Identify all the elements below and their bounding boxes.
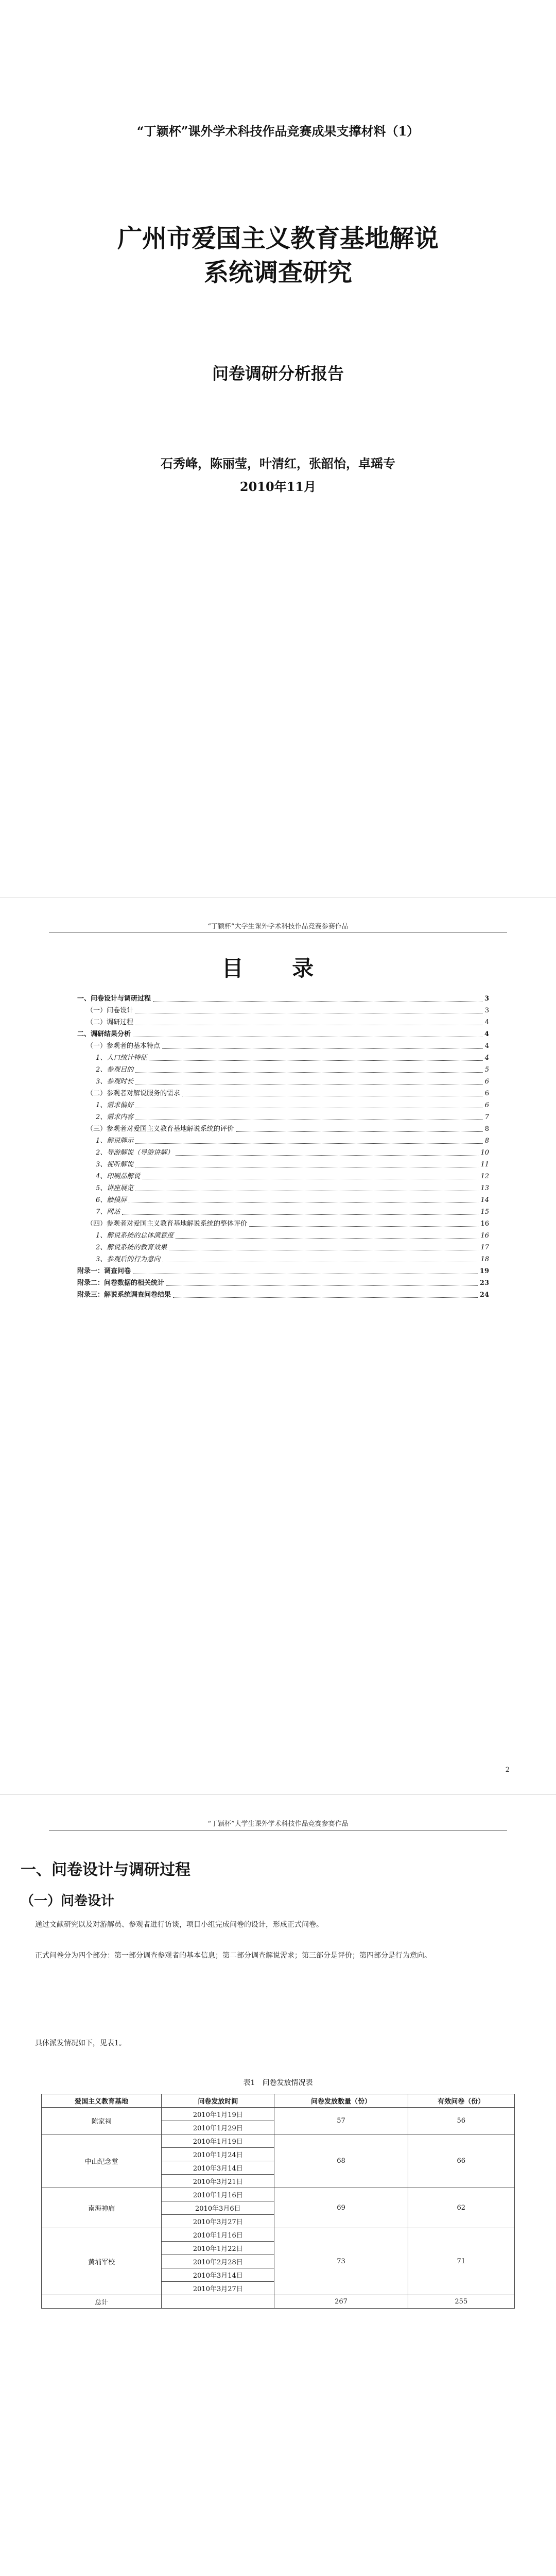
valid-cell: 62 <box>408 2188 514 2228</box>
toc-entry-title: 4、印刷品解说 <box>96 1173 141 1180</box>
toc-entry-title: 2、导游解说（导游讲解） <box>96 1149 174 1157</box>
toc-entry-page: 11 <box>480 1161 489 1168</box>
cover-authors: 石秀峰，陈丽莹，叶清红，张韶怡，卓瑶专 <box>161 456 395 471</box>
toc-entry-page: 5 <box>484 1066 489 1074</box>
toc-leader <box>129 1202 478 1203</box>
toc-entry-title: 1、人口统计特征 <box>96 1054 147 1062</box>
toc-title: 目 录 <box>221 956 335 981</box>
cover-title-line2: 系统调查研究 <box>203 258 352 287</box>
toc-entry <box>77 1135 489 1147</box>
toc-entry <box>77 1230 489 1242</box>
toc-entry <box>77 1123 489 1135</box>
toc-entry-title: 2、参观目的 <box>96 1066 134 1074</box>
valid-cell: 56 <box>408 2108 514 2134</box>
subsection-heading: （一）问卷设计 <box>21 1893 115 1909</box>
issued-cell: 73 <box>274 2228 408 2295</box>
toc-entry <box>77 1099 489 1111</box>
date-cell: 2010年1月16日 <box>162 2228 274 2242</box>
toc-entry-page: 3 <box>484 995 489 1003</box>
toc-leader <box>176 1238 478 1239</box>
cover-date: 2010年11月 <box>239 479 317 494</box>
toc-entry-page: 23 <box>479 1279 489 1287</box>
page-number: 2 <box>505 1766 510 1774</box>
table-header-cell: 爱国主义教育基地 <box>42 2094 162 2108</box>
toc-entry-page: 4 <box>484 1030 489 1038</box>
toc-entry-title: 1、需求偏好 <box>96 1101 134 1109</box>
toc-leader <box>135 1143 482 1144</box>
toc-entry <box>77 1218 489 1230</box>
running-header: “丁颖杯”大学生课外学术科技作品竞赛参赛作品 <box>207 923 349 930</box>
toc-entry-title: 附录三：解说系统调查问卷结果 <box>77 1291 171 1299</box>
date-cell: 2010年1月19日 <box>162 2108 274 2121</box>
cover-subtitle: 问卷调研分析报告 <box>212 364 344 383</box>
toc-entry-title: （二）参观者对解说服务的需求 <box>86 1090 181 1097</box>
running-header: “丁颖杯”大学生课外学术科技作品竞赛参赛作品 <box>207 1820 349 1828</box>
toc-entry-title: 2、需求内容 <box>96 1113 134 1121</box>
toc-entry-title: 5、讲座展览 <box>96 1184 134 1192</box>
toc-entry-page: 4 <box>484 1054 489 1062</box>
table-row <box>42 2188 515 2201</box>
paragraph: 正式问卷分为四个部分：第一部分调查参观者的基本信息；第二部分调查解说需求；第三部分是评价；第四部分是行为意向。 <box>35 1952 431 1960</box>
toc-entry <box>77 1147 489 1159</box>
date-cell: 2010年3月14日 <box>162 2268 274 2282</box>
toc-leader <box>166 1285 478 1286</box>
date-cell: 2010年3月27日 <box>162 2282 274 2295</box>
total-valid-cell: 255 <box>408 2295 514 2309</box>
toc-leader <box>135 1072 482 1073</box>
toc-entry <box>77 1052 489 1064</box>
toc-entry-title: 二、调研结果分析 <box>77 1030 131 1038</box>
toc-leader <box>162 1048 483 1049</box>
issued-cell: 69 <box>274 2188 408 2228</box>
toc-entry <box>77 1064 489 1076</box>
table-caption: 表1 问卷发放情况表 <box>243 2079 313 2087</box>
toc-entry <box>77 1111 489 1123</box>
toc-entry-page: 12 <box>480 1173 489 1180</box>
toc-entry <box>77 1289 489 1301</box>
toc-entry <box>77 1088 489 1099</box>
issued-cell: 68 <box>274 2134 408 2188</box>
toc-entry-page: 15 <box>480 1208 489 1216</box>
date-cell: 2010年1月19日 <box>162 2134 274 2148</box>
toc-entry-title: 1、解说系统的总体满意度 <box>96 1232 174 1240</box>
toc-entry <box>77 1265 489 1277</box>
toc-leader <box>149 1060 482 1061</box>
table-header-cell: 问卷发放数量（份） <box>274 2094 408 2108</box>
date-cell: 2010年3月21日 <box>162 2175 274 2188</box>
toc-entry-title: 附录一：调查问卷 <box>77 1267 131 1275</box>
table-row <box>42 2228 515 2242</box>
toc-entry <box>77 1194 489 1206</box>
cover-title-line1: 广州市爱国主义教育基地解说 <box>117 224 439 253</box>
toc-entry <box>77 1076 489 1088</box>
site-cell: 中山纪念堂 <box>42 2134 162 2188</box>
toc-entry-title: 6、触摸屏 <box>96 1196 127 1204</box>
toc-entry-page: 6 <box>484 1101 489 1109</box>
toc-entry-page: 8 <box>484 1137 489 1145</box>
toc-entry <box>77 1182 489 1194</box>
issued-cell: 57 <box>274 2108 408 2134</box>
toc-entry-page: 6 <box>484 1078 489 1086</box>
cover-page <box>0 0 556 897</box>
date-cell: 2010年3月27日 <box>162 2215 274 2228</box>
toc-entry-page: 13 <box>480 1184 489 1192</box>
date-cell: 2010年1月29日 <box>162 2121 274 2134</box>
distribution-table <box>41 2094 515 2309</box>
toc-leader <box>236 1131 483 1132</box>
toc-entry-page: 18 <box>480 1256 489 1263</box>
toc-leader <box>249 1226 478 1227</box>
toc-entry-title: （二）调研过程 <box>86 1019 134 1026</box>
toc-entry-page: 4 <box>484 1019 489 1026</box>
date-cell: 2010年1月16日 <box>162 2188 274 2201</box>
date-cell: 2010年3月6日 <box>162 2201 274 2215</box>
table-header-cell: 有效问卷（份） <box>408 2094 514 2108</box>
toc-leader <box>153 1001 482 1002</box>
paragraph: 具体派发情况如下，见表1。 <box>35 2039 126 2047</box>
toc-entry-page: 24 <box>479 1291 489 1299</box>
table-row <box>42 2108 515 2121</box>
toc-entry <box>77 993 489 1005</box>
toc-entry-title: 7、网站 <box>96 1208 120 1216</box>
toc-entry <box>77 1277 489 1289</box>
total-empty-cell <box>162 2295 274 2309</box>
header-rule <box>49 1830 507 1831</box>
toc-entry-page: 10 <box>480 1149 489 1157</box>
toc-entry-title: （一）参观者的基本特点 <box>86 1042 161 1050</box>
date-cell: 2010年2月28日 <box>162 2255 274 2268</box>
valid-cell: 71 <box>408 2228 514 2295</box>
table-header-row <box>42 2094 515 2108</box>
toc-entry <box>77 1040 489 1052</box>
toc-leader <box>176 1155 478 1156</box>
toc-entry-page: 14 <box>480 1196 489 1204</box>
toc-entry-page: 6 <box>484 1090 489 1097</box>
toc-leader <box>173 1297 478 1298</box>
date-cell: 2010年3月14日 <box>162 2161 274 2175</box>
toc-entry <box>77 1028 489 1040</box>
site-cell: 黄埔军校 <box>42 2228 162 2295</box>
toc-entry-title: 1、解说牌示 <box>96 1137 134 1145</box>
cover-project-line: “丁颖杯”课外学术科技作品竞赛成果支撑材料（1） <box>136 124 420 139</box>
toc-entry-page: 7 <box>484 1113 489 1121</box>
toc-entry <box>77 1253 489 1265</box>
body-page-3 <box>0 1795 556 2576</box>
toc-entry-page: 16 <box>480 1220 489 1228</box>
table-total-row <box>42 2295 515 2309</box>
paragraph: 通过文献研究以及对游解员、参观者进行访谈，项目小组完成问卷的设计，形成正式问卷。 <box>35 1921 323 1929</box>
date-cell: 2010年1月22日 <box>162 2242 274 2255</box>
toc-entry-title: 3、参观后的行为意向 <box>96 1256 161 1263</box>
toc-leader <box>122 1214 478 1215</box>
site-cell: 南海神庙 <box>42 2188 162 2228</box>
toc-entry-title: 2、解说系统的教育效果 <box>96 1244 167 1251</box>
total-label-cell: 总计 <box>42 2295 162 2309</box>
toc-list <box>77 993 489 1301</box>
site-cell: 陈家祠 <box>42 2108 162 2134</box>
toc-entry-page: 16 <box>480 1232 489 1240</box>
toc-entry <box>77 1016 489 1028</box>
total-issued-cell: 267 <box>274 2295 408 2309</box>
valid-cell: 66 <box>408 2134 514 2188</box>
toc-entry-title: 3、参观时长 <box>96 1078 134 1086</box>
section-heading: 一、问卷设计与调研过程 <box>21 1861 190 1879</box>
toc-entry-title: （一）问卷设计 <box>86 1007 134 1014</box>
toc-entry-page: 17 <box>480 1244 489 1251</box>
toc-entry <box>77 1206 489 1218</box>
toc-entry <box>77 1242 489 1253</box>
toc-entry-title: （四）参观者对爱国主义教育基地解说系统的整体评价 <box>86 1220 248 1228</box>
toc-entry-page: 3 <box>484 1007 489 1014</box>
toc-entry-title: （三）参观者对爱国主义教育基地解说系统的评价 <box>86 1125 234 1133</box>
table-header-cell: 问卷发放时间 <box>162 2094 274 2108</box>
toc-entry <box>77 1005 489 1016</box>
toc-entry-page: 8 <box>484 1125 489 1133</box>
toc-entry-page: 4 <box>484 1042 489 1050</box>
toc-entry-title: 一、问卷设计与调研过程 <box>77 995 151 1003</box>
toc-entry-title: 3、视听解说 <box>96 1161 134 1168</box>
toc-page <box>0 897 556 1794</box>
toc-entry-page: 19 <box>479 1267 489 1275</box>
cover-title <box>0 222 556 290</box>
toc-entry <box>77 1159 489 1171</box>
toc-entry-title: 附录二：问卷数据的相关统计 <box>77 1279 165 1287</box>
table-row <box>42 2134 515 2148</box>
date-cell: 2010年1月24日 <box>162 2148 274 2161</box>
toc-entry <box>77 1171 489 1182</box>
